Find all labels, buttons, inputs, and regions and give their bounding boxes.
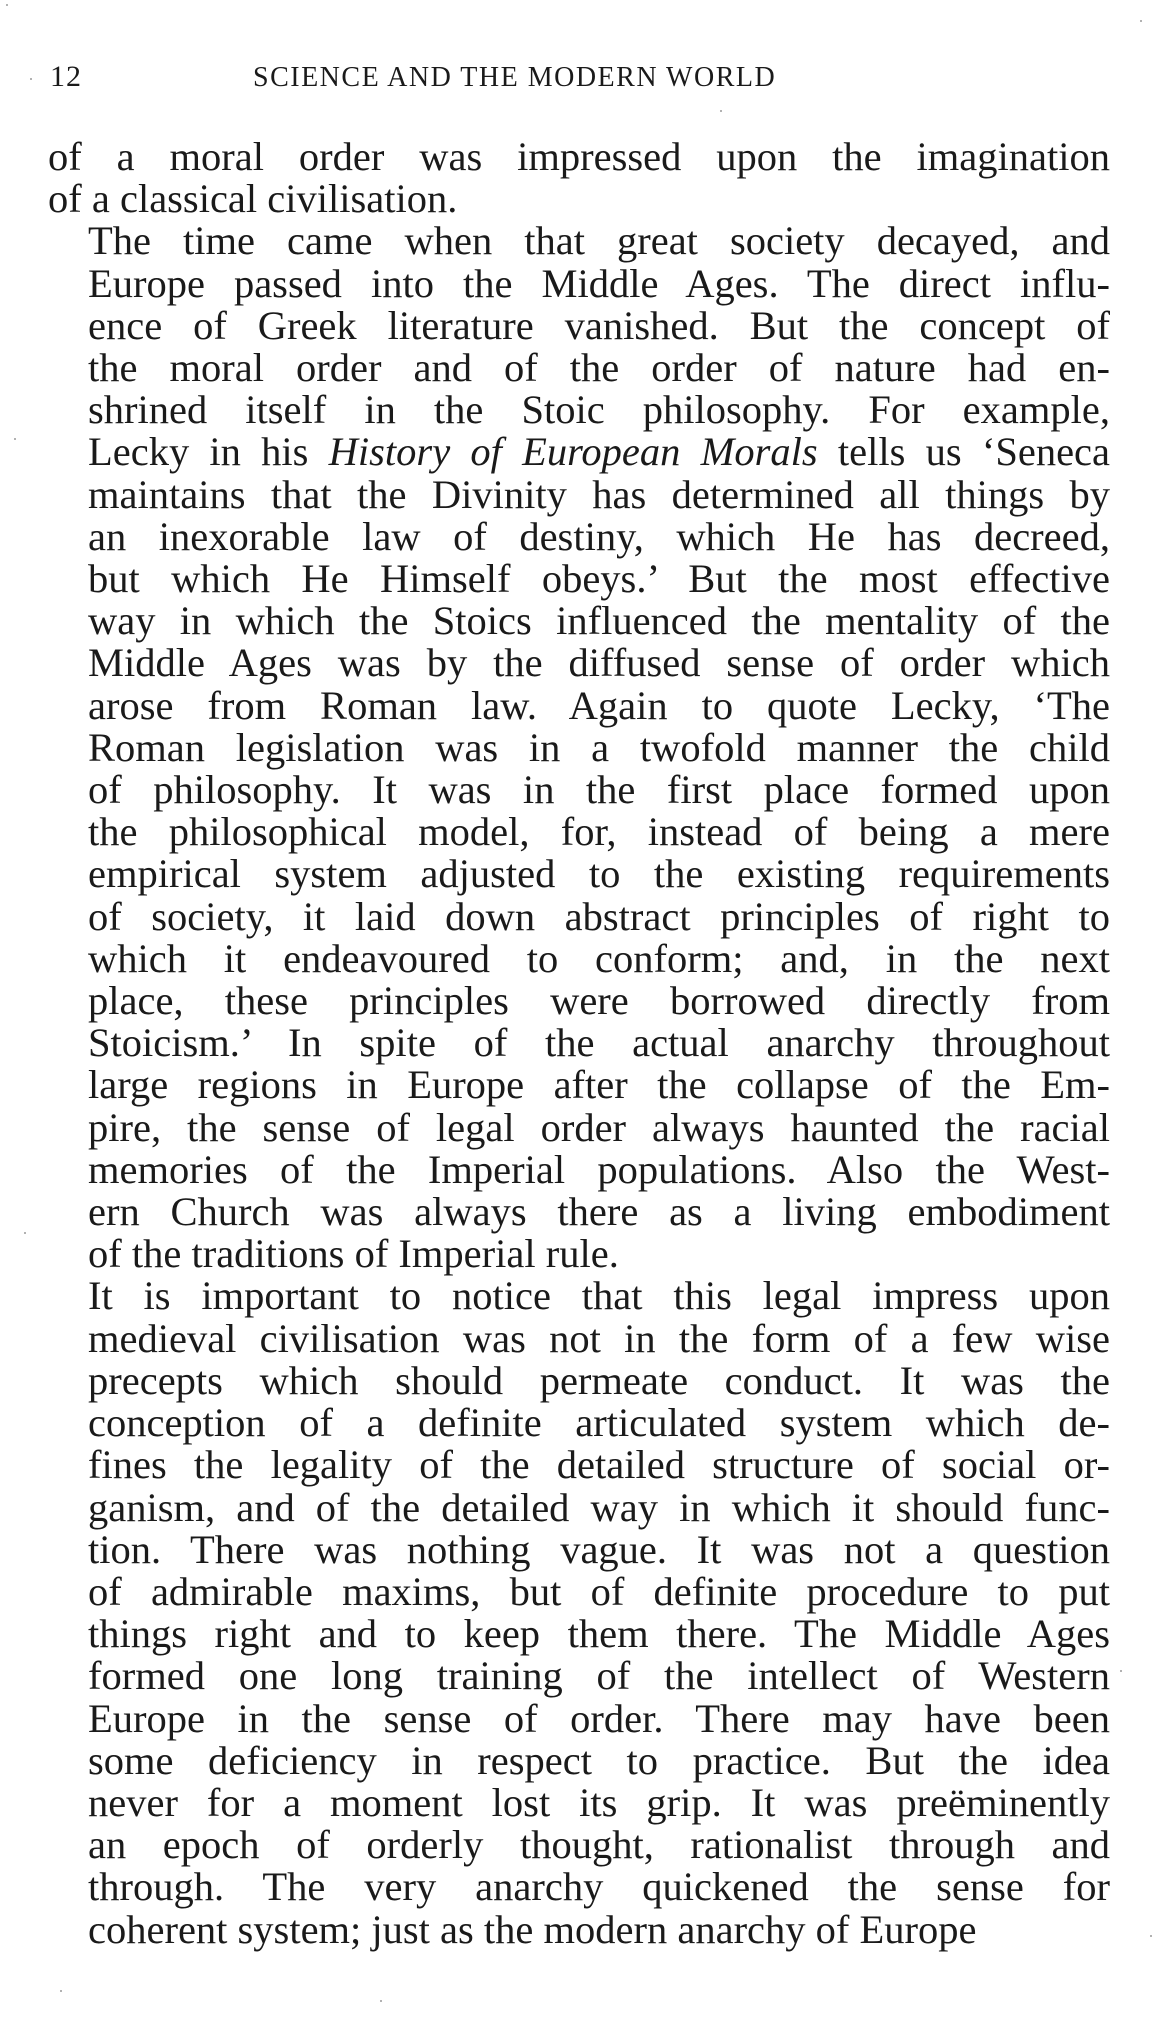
text-line: Europe passed into the Middle Ages. The direct influ- bbox=[88, 260, 1110, 306]
text-line: an inexorable law of destiny, which He has decreed, bbox=[88, 513, 1110, 559]
text-line: arose from Roman law. Again to quote Lecky, ‘The bbox=[88, 682, 1110, 728]
text-line: some deficiency in respect to practice. But the idea bbox=[88, 1737, 1110, 1783]
text-line: through. The very anarchy quickened the sense for bbox=[88, 1864, 1110, 1910]
text-line: but which He Himself obeys.’ But the most effective bbox=[88, 556, 1110, 602]
text-line: Lecky in his History of European Morals tells us ‘Seneca bbox=[88, 429, 1110, 475]
text-line: shrined itself in the Stoic philosophy. For example, bbox=[88, 387, 1110, 433]
text-line: way in which the Stoics influenced the mentality of the bbox=[88, 598, 1110, 644]
text-line: Roman legislation was in a twofold manner the child bbox=[88, 724, 1110, 770]
text-line: an epoch of orderly thought, rationalist through and bbox=[88, 1822, 1110, 1868]
text-line: pire, the sense of legal order always haunted the racial bbox=[88, 1104, 1110, 1150]
body-text bbox=[48, 136, 1110, 1951]
text-line: place, these principles were borrowed directly from bbox=[88, 978, 1110, 1024]
page-header bbox=[48, 60, 1112, 100]
text-line: formed one long training of the intellect of Western bbox=[88, 1653, 1110, 1699]
text-line: the philosophical model, for, instead of being a mere bbox=[88, 809, 1110, 855]
text-line: of a classical civilisation. bbox=[48, 176, 458, 222]
text-line: the moral order and of the order of nature had en- bbox=[88, 345, 1110, 391]
page-number: 12 bbox=[50, 60, 82, 93]
text-line: Stoicism.’ In spite of the actual anarchy throughout bbox=[88, 1020, 1110, 1066]
text-line: never for a moment lost its grip. It was preëminently bbox=[88, 1779, 1110, 1825]
paragraph bbox=[48, 1275, 1110, 1950]
text-line: It is important to notice that this legal impress upon bbox=[88, 1273, 1110, 1319]
text-line: maintains that the Divinity has determined all things by bbox=[88, 471, 1110, 517]
text-line: medieval civilisation was not in the form of a few wise bbox=[88, 1315, 1110, 1361]
text-line: large regions in Europe after the collapse of the Em- bbox=[88, 1062, 1110, 1108]
text-line: The time came when that great society decayed, and bbox=[88, 218, 1110, 264]
text-line: of admirable maxims, but of definite procedure to put bbox=[88, 1568, 1110, 1614]
paragraph bbox=[48, 136, 1110, 220]
text-line: ence of Greek literature vanished. But the concept of bbox=[88, 302, 1110, 348]
text-line: tion. There was nothing vague. It was not a question bbox=[88, 1526, 1110, 1572]
paragraph bbox=[48, 220, 1110, 1275]
text-line: of philosophy. It was in the first place formed upon bbox=[88, 767, 1110, 813]
text-line: Middle Ages was by the diffused sense of order which bbox=[88, 640, 1110, 686]
text-line: ern Church was always there as a living embodiment bbox=[88, 1189, 1110, 1235]
text-line: of society, it laid down abstract principles of right to bbox=[88, 893, 1110, 939]
text-line: of the traditions of Imperial rule. bbox=[88, 1231, 619, 1277]
text-line: empirical system adjusted to the existing requirements bbox=[88, 851, 1110, 897]
book-title-italic: History of European Morals bbox=[328, 429, 818, 475]
running-head: SCIENCE AND THE MODERN WORLD bbox=[253, 62, 777, 93]
text-line: of a moral order was impressed upon the imagination bbox=[48, 134, 1110, 179]
text-line: precepts which should permeate conduct. It was the bbox=[88, 1357, 1110, 1403]
text-line: coherent system; just as the modern anarchy of Europe bbox=[88, 1906, 977, 1952]
text-line: memories of the Imperial populations. Also the West- bbox=[88, 1146, 1110, 1192]
text-line: things right and to keep them there. The Middle Ages bbox=[88, 1611, 1110, 1657]
text-line: ganism, and of the detailed way in which it should func- bbox=[88, 1484, 1110, 1530]
text-line: which it endeavoured to conform; and, in the next bbox=[88, 935, 1110, 981]
text-line: Europe in the sense of order. There may have been bbox=[88, 1695, 1110, 1741]
text-line: conception of a definite articulated system which de- bbox=[88, 1400, 1110, 1446]
text-line: fines the legality of the detailed structure of social or- bbox=[88, 1442, 1110, 1488]
